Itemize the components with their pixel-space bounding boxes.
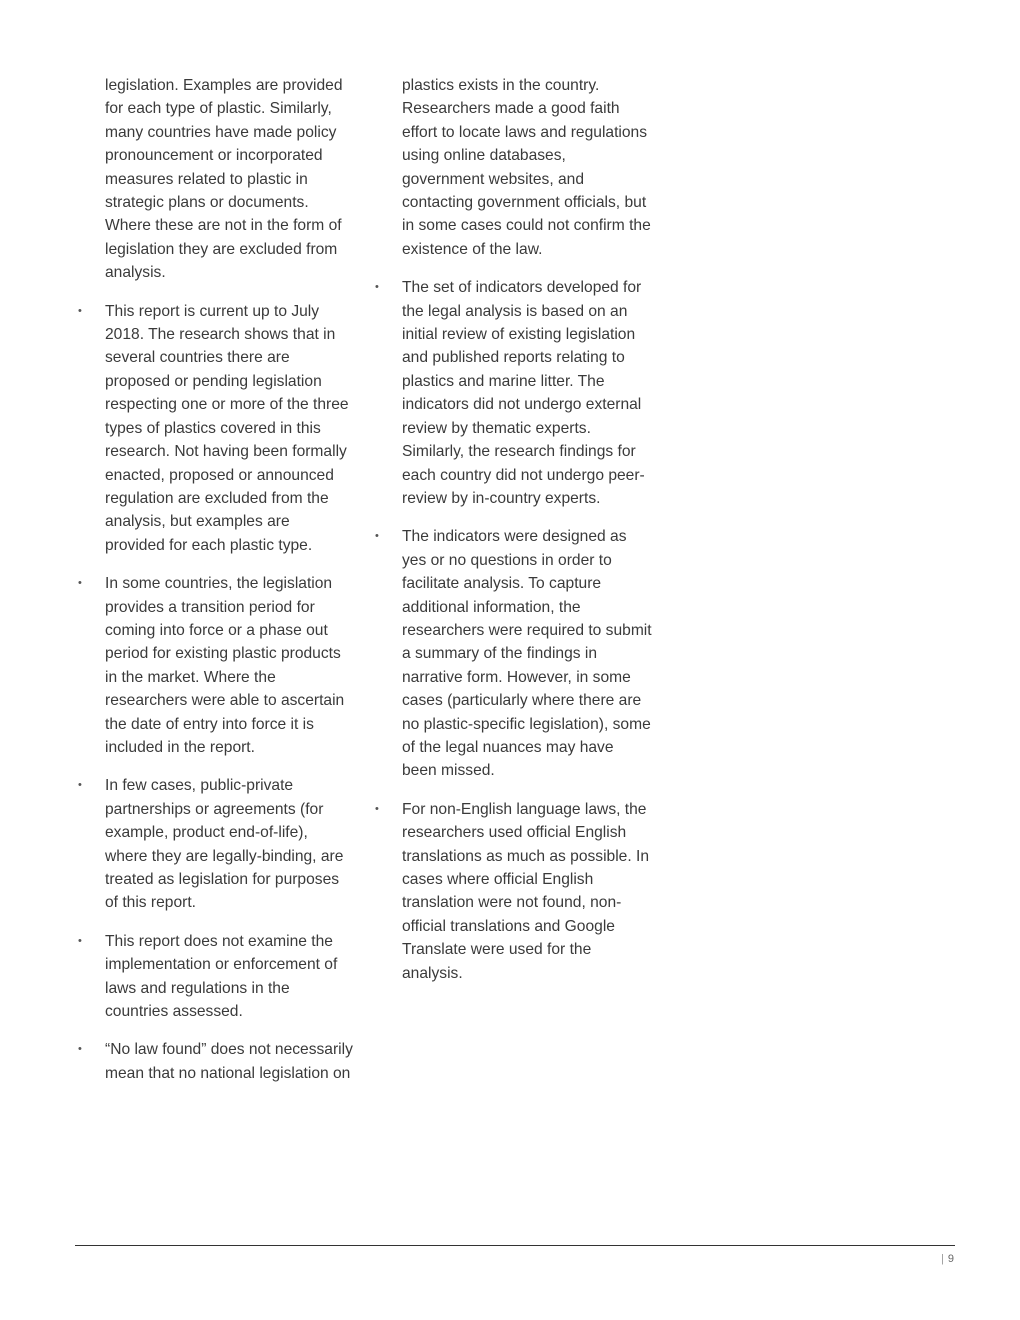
footer-divider: [75, 1245, 955, 1246]
list-item: [78, 774, 353, 914]
bullet-icon: •: [78, 577, 82, 590]
list-item-text: For non-English language laws, the researchers used official English translations as much as possible. In cases where official English translation were not found, non-official translations and Google Translate were used for the analysis.: [402, 800, 650, 982]
bullet-icon: •: [375, 530, 379, 543]
list-item: [78, 1038, 353, 1085]
right-intro-paragraph: plastics exists in the country. Researchers made a good faith effort to locate laws and regulations using online databases, government websites, and contacting government officials, but in some cases could not confirm the existence of the law.: [402, 77, 651, 258]
list-item: [78, 572, 353, 759]
bullet-icon: •: [78, 304, 82, 317]
bullet-icon: •: [78, 779, 82, 792]
list-item: [78, 930, 353, 1024]
page-footer: [941, 1253, 954, 1265]
page-number: 9: [947, 1253, 954, 1265]
list-item-text: This report is current up to July 2018. The research shows that in several countries there are proposed or pending legislation respecting one or more of the three types of plastics covered in this research. Not having been formally enacted, proposed or announced regulation are excluded from the analysis, but examples are provided for each plastic type.: [105, 302, 349, 554]
list-item-text: In some countries, the legislation provides a transition period for coming into force or a phase out period for existing plastic products in the market. Where the researchers were able to ascertain the date of entry into force it is included in the report.: [105, 575, 345, 756]
list-item-text: The set of indicators developed for the legal analysis is based on an initial review of existing legislation and published reports relating to plastics and marine litter. The indicators did not undergo external review by thematic experts. Similarly, the research findings for each country did not undergo peer-review by in-country experts.: [402, 279, 645, 507]
list-item: [375, 525, 652, 782]
list-item-text: This report does not examine the implementation or enforcement of laws and regulations in the countries assessed.: [105, 932, 338, 1021]
list-item: [375, 276, 652, 510]
bullet-icon: •: [375, 802, 379, 815]
list-item-text: In few cases, public-private partnerships or agreements (for example, product end-of-life), where they are legally-binding, are treated as legislation for purposes of this report.: [105, 777, 344, 912]
left-column: [78, 74, 353, 1085]
list-item-text: “No law found” does not necessarily mean that no national legislation on: [105, 1041, 353, 1082]
footer-separator: |: [941, 1253, 944, 1265]
bullet-icon: •: [375, 281, 379, 294]
bullet-icon: •: [78, 934, 82, 947]
left-intro-paragraph: legislation. Examples are provided for each type of plastic. Similarly, many countries have made policy pronouncement or incorporated measures related to plastic in strategic plans or documents. Where these are not in the form of legislation they are excluded from analysis.: [105, 77, 343, 282]
bullet-icon: •: [78, 1043, 82, 1056]
list-item: [78, 300, 353, 557]
right-column: [375, 74, 652, 985]
list-item-text: The indicators were designed as yes or no questions in order to facilitate analysis. To capture additional information, the researchers were required to submit a summary of the findings in narrative form. However, in some cases (particularly where there are no plastic-specific legislation), some of the legal nuances may have been missed.: [402, 528, 652, 780]
list-item: [375, 798, 652, 985]
